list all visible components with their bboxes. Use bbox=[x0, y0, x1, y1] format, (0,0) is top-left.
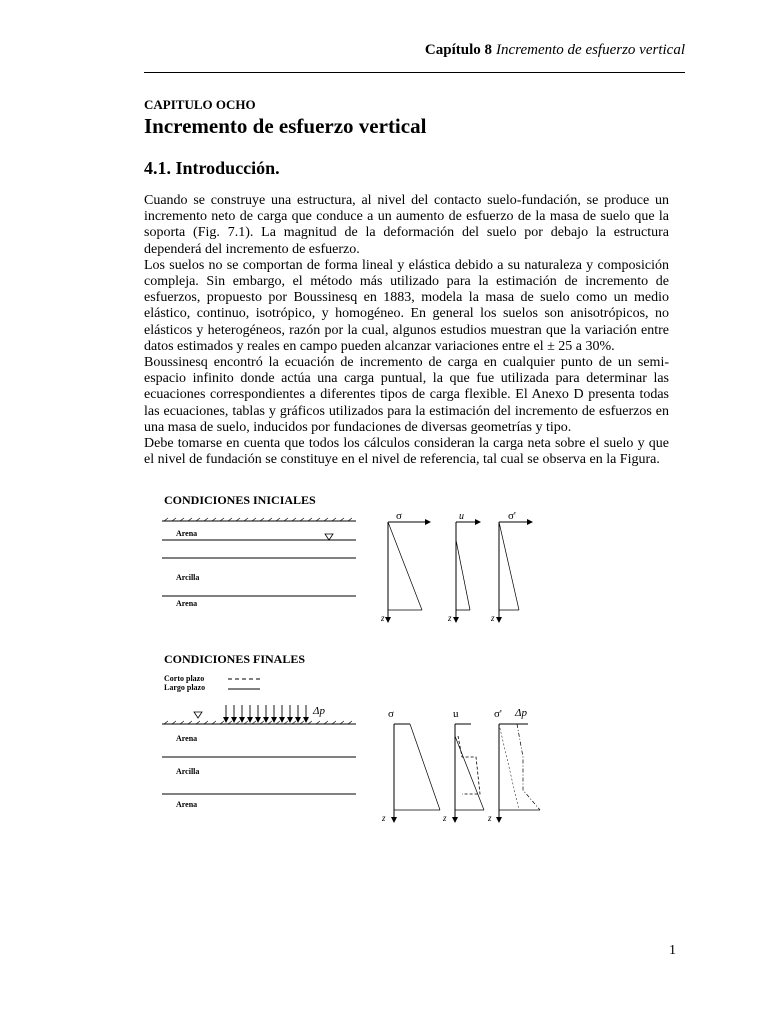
header-chapter: Capítulo 8 bbox=[424, 42, 493, 58]
initial-layer-label: Arena bbox=[176, 529, 198, 538]
final-ground-surface bbox=[162, 721, 356, 724]
initial-sigma-label: σ bbox=[396, 510, 402, 522]
page-number: 1 bbox=[669, 943, 676, 958]
final-z-label: z bbox=[443, 813, 447, 823]
chapter-label: CAPITULO OCHO bbox=[144, 97, 256, 112]
initial-layer-label: Arena bbox=[176, 599, 198, 608]
final-effective-stress-graph bbox=[487, 707, 540, 823]
initial-ground-surface bbox=[162, 518, 356, 521]
final-water-table-icon bbox=[194, 712, 202, 718]
initial-sigma-graph bbox=[380, 510, 430, 623]
final-layer-label: Arena bbox=[176, 734, 198, 743]
final-delta-p-label: Δp bbox=[515, 707, 527, 719]
legend-long-term-label: Largo plazo bbox=[164, 683, 206, 692]
initial-z-label: z bbox=[491, 613, 495, 623]
header-title: Incremento de esfuerzo vertical bbox=[496, 42, 685, 58]
final-sigma-prime-label: σ' bbox=[494, 708, 502, 720]
initial-layer-label: Arcilla bbox=[176, 573, 200, 582]
chapter-title: Incremento de esfuerzo vertical bbox=[144, 114, 427, 138]
paragraph: Boussinesq encontró la ecuación de incremento de carga en cualquier punto de un semi-espacio infinito donde actúa una carga puntual, la que fue utilizada para determinar las ecuaciones correspondientes a diferentes tipos de carga flexible. El Anexo D presenta todas las ecuaciones, tablas y gráficos utilizados para la estimación del incremento de esfuerzos en una masa de suelo, inducidos por fundaciones de diversas geometrías y tipo. bbox=[144, 355, 669, 435]
initial-water-table-icon bbox=[325, 534, 333, 540]
load-delta-p-label: Δp bbox=[313, 705, 325, 717]
final-u-label: u bbox=[453, 708, 459, 720]
initial-title: CONDICIONES INICIALES bbox=[164, 493, 316, 507]
legend-short-term-label: Corto plazo bbox=[164, 674, 205, 683]
final-layer-label: Arcilla bbox=[176, 767, 200, 776]
surface-load-arrows bbox=[226, 705, 306, 722]
initial-pore-pressure-graph bbox=[447, 511, 480, 623]
final-z-label: z bbox=[488, 813, 492, 823]
initial-u-label: u bbox=[459, 511, 464, 522]
paragraph: Debe tomarse en cuenta que todos los cálculos consideran la carga neta sobre el suelo y que el nivel de fundación se constituye en el nivel de referencia, tal cual se observa en la Figura. bbox=[144, 436, 669, 468]
final-z-label: z bbox=[382, 813, 386, 823]
final-pore-pressure-graph bbox=[442, 708, 484, 823]
final-layer-label: Arena bbox=[176, 800, 198, 809]
initial-sigma-prime-label: σ' bbox=[508, 510, 516, 522]
initial-z-label: z bbox=[448, 613, 452, 623]
initial-effective-stress-graph bbox=[490, 510, 532, 623]
final-sigma-label: σ bbox=[388, 708, 394, 720]
final-sigma-graph bbox=[381, 708, 440, 823]
paragraph: Los suelos no se comportan de forma lineal y elástica debido a su naturaleza y composición compleja. Sin embargo, el método más utilizado para la estimación de incremento de esfuerzos, propuesto por Boussinesq en 1883, modela la masa de suelo como un medio elástico, continuo, isotrópico, y homogéneo. En general los suelos son anisotrópicos, no elásticos y heterogéneos, razón por la cual, algunos estudios muestran que la variación entre datos estimados y reales en campo pueden alcanzar variaciones entre el ± 25 a 30%. bbox=[144, 257, 669, 354]
paragraph: Cuando se construye una estructura, al nivel del contacto suelo-fundación, se produce un incremento neto de carga que conduce a un aumento de esfuerzo de la masa de suelo que la soporta (Fig. 7.1). La magnitud de la deformación del suelo por debajo la estructura dependerá del incremento de esfuerzo. bbox=[144, 193, 669, 257]
final-title: CONDICIONES FINALES bbox=[164, 652, 306, 666]
initial-z-label: z bbox=[381, 613, 385, 623]
section-title: 4.1. Introducción. bbox=[144, 158, 280, 178]
